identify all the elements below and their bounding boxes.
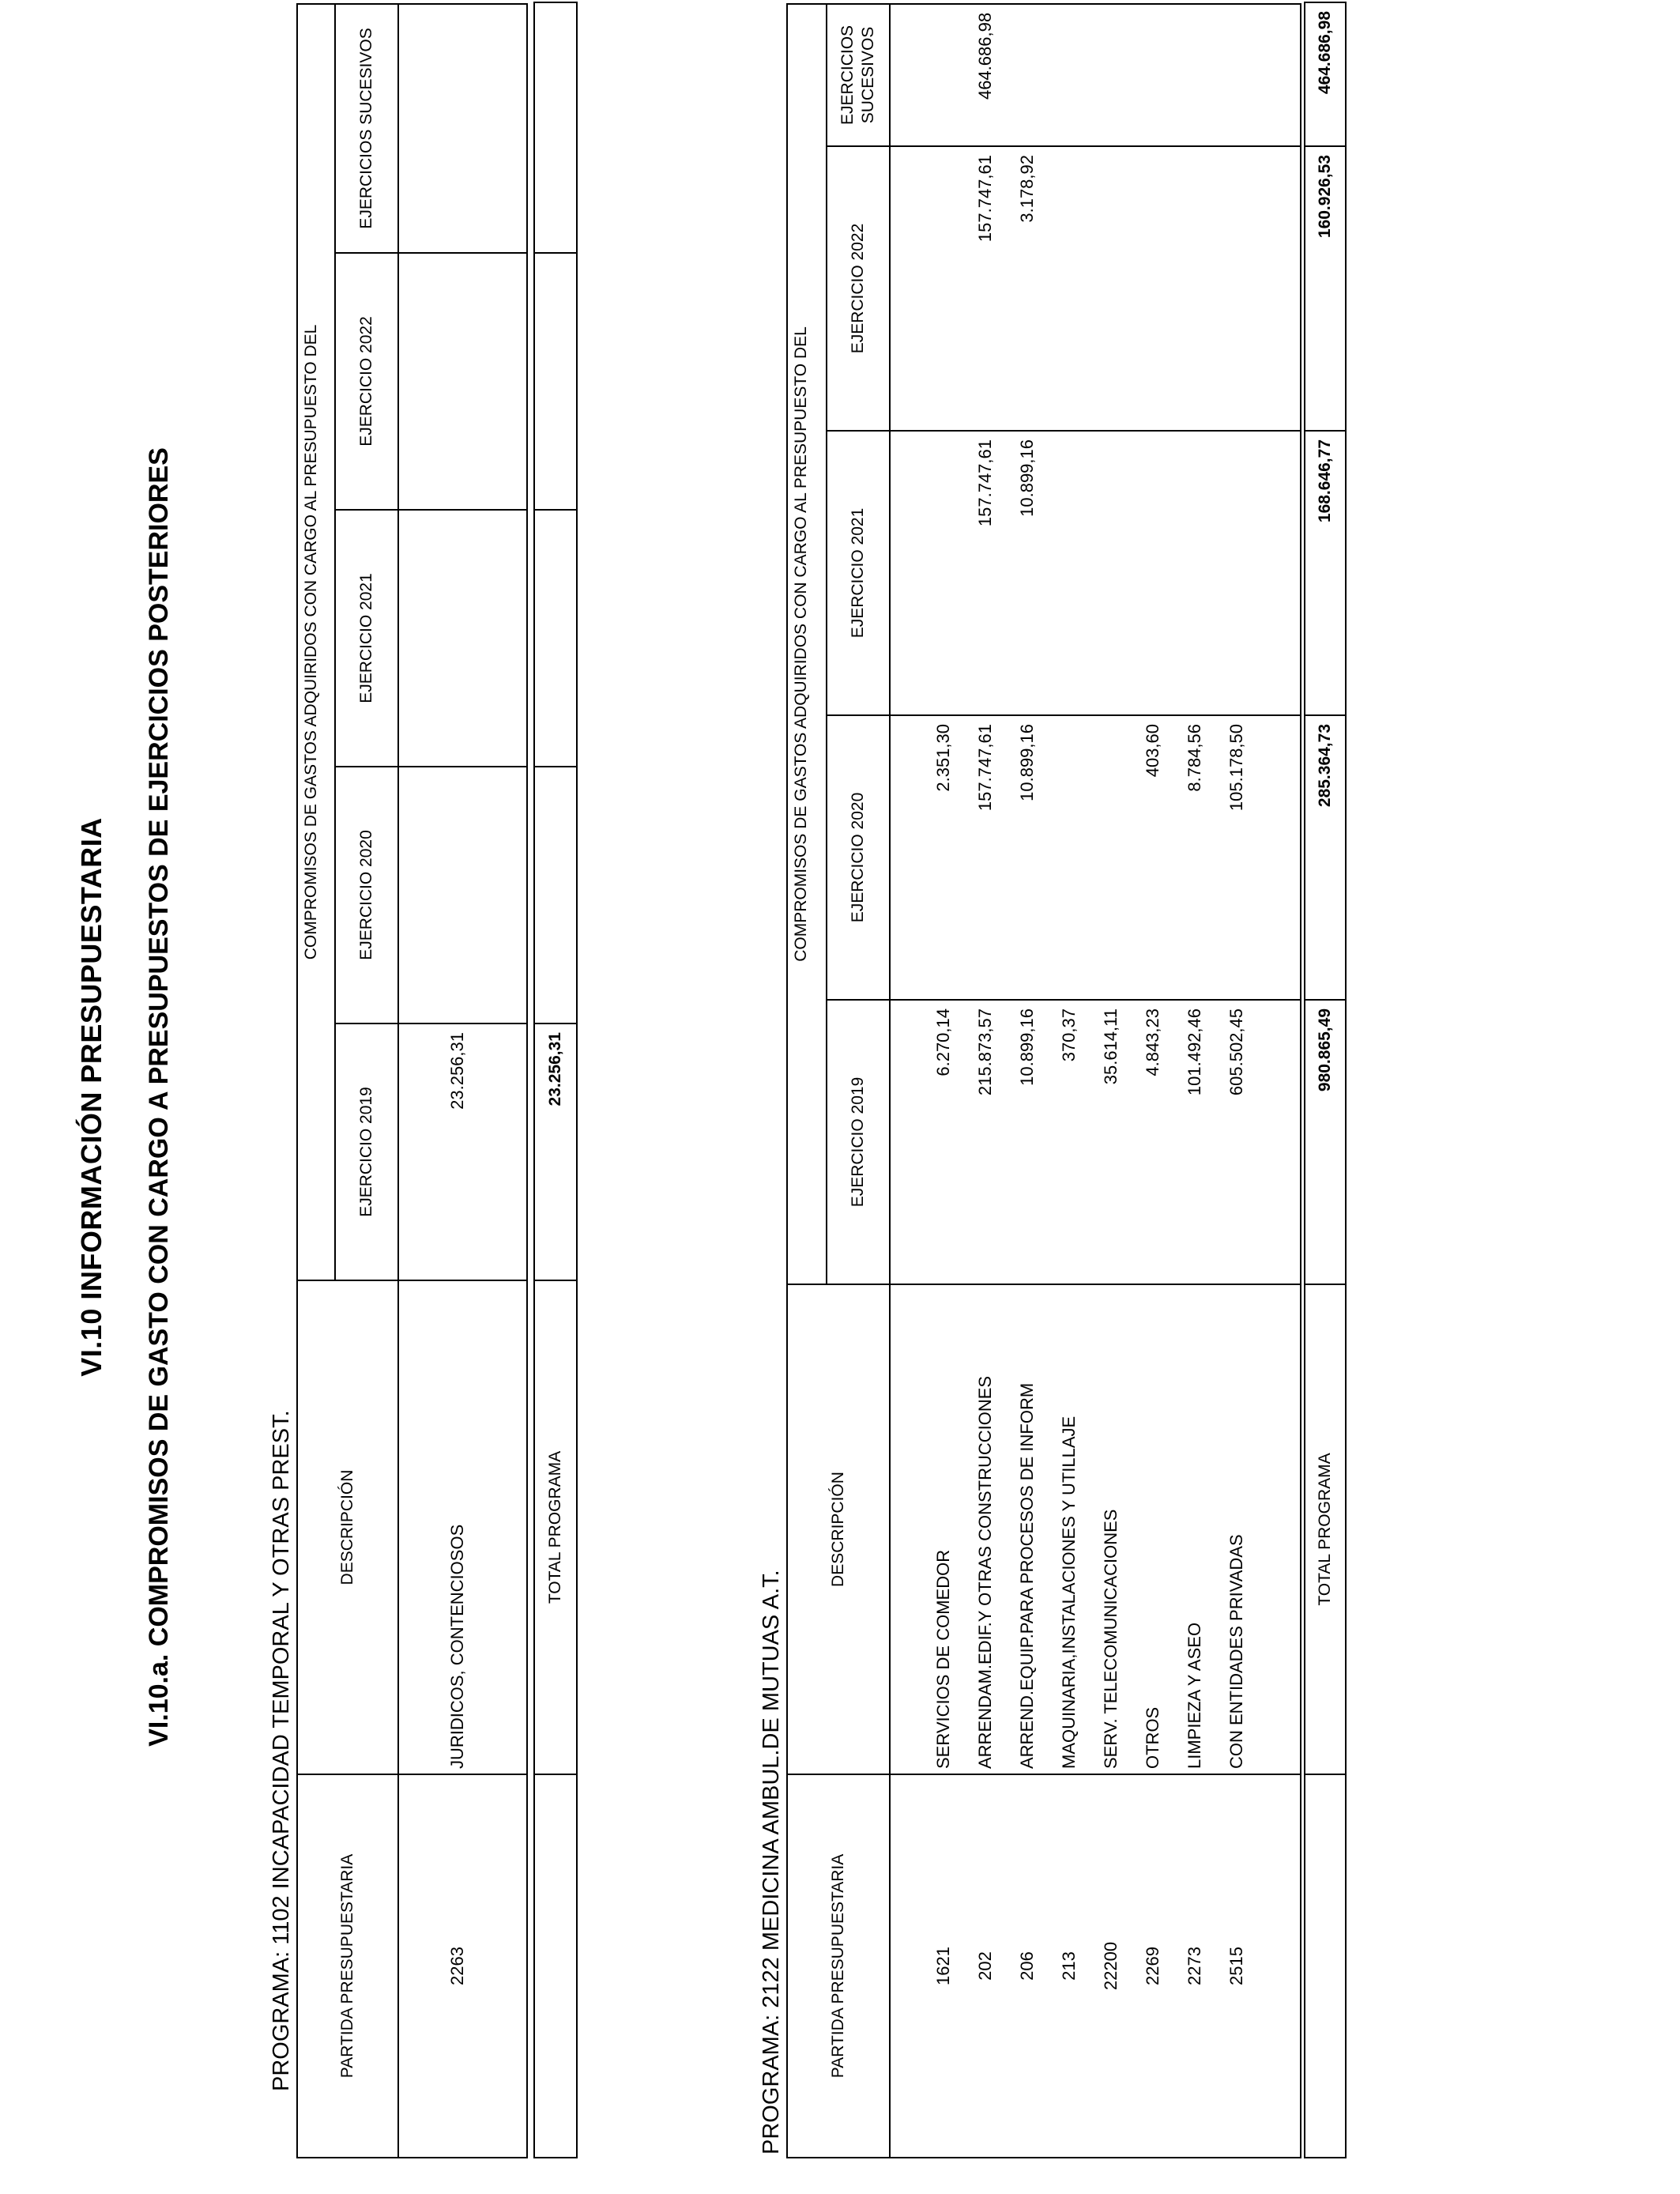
- total-2022: 160.926,53: [1305, 145, 1345, 430]
- program-1-table: [296, 3, 528, 2158]
- page-subtitle: VI.10.a. COMPROMISOS DE GASTO CON CARGO A PRESUPUESTOS DE EJERCICIOS POSTERIORES: [144, 447, 174, 1747]
- value-2021: 157.747,61: [975, 439, 995, 527]
- value-2020: 105.178,50: [1226, 724, 1246, 812]
- partida-code: 2515: [1226, 1947, 1246, 1985]
- total-sucesivos: [535, 3, 576, 252]
- value-2021: 10.899,16: [1017, 439, 1037, 517]
- total-2021: 168.646,77: [1305, 430, 1345, 714]
- header-year-2021: EJERCICIO 2021: [827, 431, 890, 715]
- value-2022: 157.747,61: [975, 155, 995, 243]
- value-2020: 403,60: [1143, 724, 1162, 778]
- total-2022: [535, 252, 576, 509]
- total-2021: [535, 509, 576, 766]
- header-year-2022: EJERCICIO 2022: [827, 146, 890, 431]
- program-2-name: PROGRAMA: 2122 MEDICINA AMBUL.DE MUTUAS A.T.: [759, 1570, 784, 2154]
- value-2019: 10.899,16: [1017, 1008, 1037, 1086]
- header-year-2021: EJERCICIO 2021: [335, 510, 398, 767]
- table-row: [398, 4, 527, 2158]
- value-sucesivos: [922, 13, 964, 145]
- value-2019: 370,37: [1059, 1008, 1079, 1062]
- program-1-name: PROGRAMA: 1102 INCAPACIDAD TEMPORAL Y OTRAS PREST.: [269, 1410, 294, 2091]
- total-sucesivos: 464.686,98: [1316, 11, 1334, 95]
- value-2019: 101.492,46: [1185, 1008, 1204, 1096]
- table-row: [890, 4, 1301, 2158]
- header-partida: PARTIDA PRESUPUESTARIA: [787, 1774, 890, 2158]
- partida-description: SERV. TELECOMUNICACIONES: [1101, 1509, 1121, 1769]
- header-year-2020: EJERCICIO 2020: [827, 715, 890, 1000]
- total-label: TOTAL PROGRAMA: [535, 1280, 576, 1774]
- program-2-total-row: [1304, 2, 1347, 2158]
- value-2020: 2.351,30: [933, 724, 953, 792]
- header-group: COMPROMISOS DE GASTOS ADQUIRIDOS CON CARGO AL PRESUPUESTO DEL: [787, 4, 827, 1284]
- value-2019: 6.270,14: [933, 1008, 953, 1076]
- page-title: VI.10 INFORMACIÓN PRESUPUESTARIA: [75, 817, 107, 1377]
- value-2019: 215.873,57: [975, 1008, 995, 1096]
- total-2019: 23.256,31: [535, 1023, 576, 1280]
- partida-description: CON ENTIDADES PRIVADAS: [1226, 1534, 1246, 1769]
- program-1-total-row: [533, 2, 578, 2158]
- partida-code: 206: [1017, 1951, 1037, 1981]
- value-2020: 8.784,56: [1185, 724, 1204, 792]
- partida-code: 213: [1059, 1951, 1079, 1981]
- header-year-sucesivos: EJERCICIOS SUCESIVOS: [827, 4, 890, 146]
- program-2-table: [786, 3, 1301, 2158]
- partida-code: 2273: [1185, 1947, 1204, 1985]
- header-year-2020: EJERCICIO 2020: [335, 767, 398, 1023]
- value-2019: 605.502,45: [1226, 1008, 1246, 1096]
- partida-code: 2269: [1143, 1947, 1162, 1985]
- partida-code: 22200: [1101, 1941, 1121, 1991]
- partida-code: 1621: [933, 1947, 953, 1985]
- value-2022: 3.178,92: [1017, 155, 1037, 223]
- value-2019: 23.256,31: [447, 1032, 467, 1110]
- value-sucesivos: 464.686,98: [975, 12, 995, 100]
- total-2019: 980.865,49: [1305, 999, 1345, 1284]
- partida-description: JURIDICOS, CONTENCIOSOS: [447, 1524, 467, 1769]
- value-2020: [1090, 724, 1132, 999]
- value-2020: 157.747,61: [975, 724, 995, 812]
- value-2021: [922, 439, 964, 714]
- partida-description: MAQUINARIA,INSTALACIONES Y UTILLAJE: [1059, 1416, 1079, 1769]
- total-2020: 285.364,73: [1305, 714, 1345, 999]
- partida-description: SERVICIOS DE COMEDOR: [933, 1549, 953, 1769]
- total-label: TOTAL PROGRAMA: [1305, 1284, 1345, 1774]
- header-year-2019: EJERCICIO 2019: [827, 1000, 890, 1284]
- partida-code: 2263: [447, 1947, 467, 1985]
- partida-description: ARRENDAM.EDIF.Y OTRAS CONSTRUCCIONES: [975, 1375, 995, 1769]
- header-year-2019: EJERCICIO 2019: [335, 1023, 398, 1280]
- value-2019: 35.614,11: [1101, 1008, 1121, 1085]
- value-2020: 10.899,16: [1017, 724, 1037, 801]
- partida-code: 202: [975, 1951, 995, 1981]
- header-partida: PARTIDA PRESUPUESTARIA: [297, 1774, 398, 2158]
- header-year-2022: EJERCICIO 2022: [335, 253, 398, 510]
- value-2022: [922, 155, 964, 430]
- partida-description: ARREND.EQUIP.PARA PROCESOS DE INFORM: [1017, 1382, 1037, 1769]
- value-2020: [1048, 724, 1090, 999]
- header-group: COMPROMISOS DE GASTOS ADQUIRIDOS CON CARGO AL PRESUPUESTO DEL: [297, 4, 335, 1280]
- partida-description: OTROS: [1143, 1706, 1162, 1769]
- header-year-sucesivos: EJERCICIOS SUCESIVOS: [335, 4, 398, 253]
- value-2019: 4.843,23: [1143, 1008, 1162, 1076]
- header-descripcion: DESCRIPCIÓN: [787, 1284, 890, 1774]
- total-2020: [535, 766, 576, 1023]
- partida-description: LIMPIEZA Y ASEO: [1185, 1622, 1204, 1769]
- header-descripcion: DESCRIPCIÓN: [297, 1280, 398, 1774]
